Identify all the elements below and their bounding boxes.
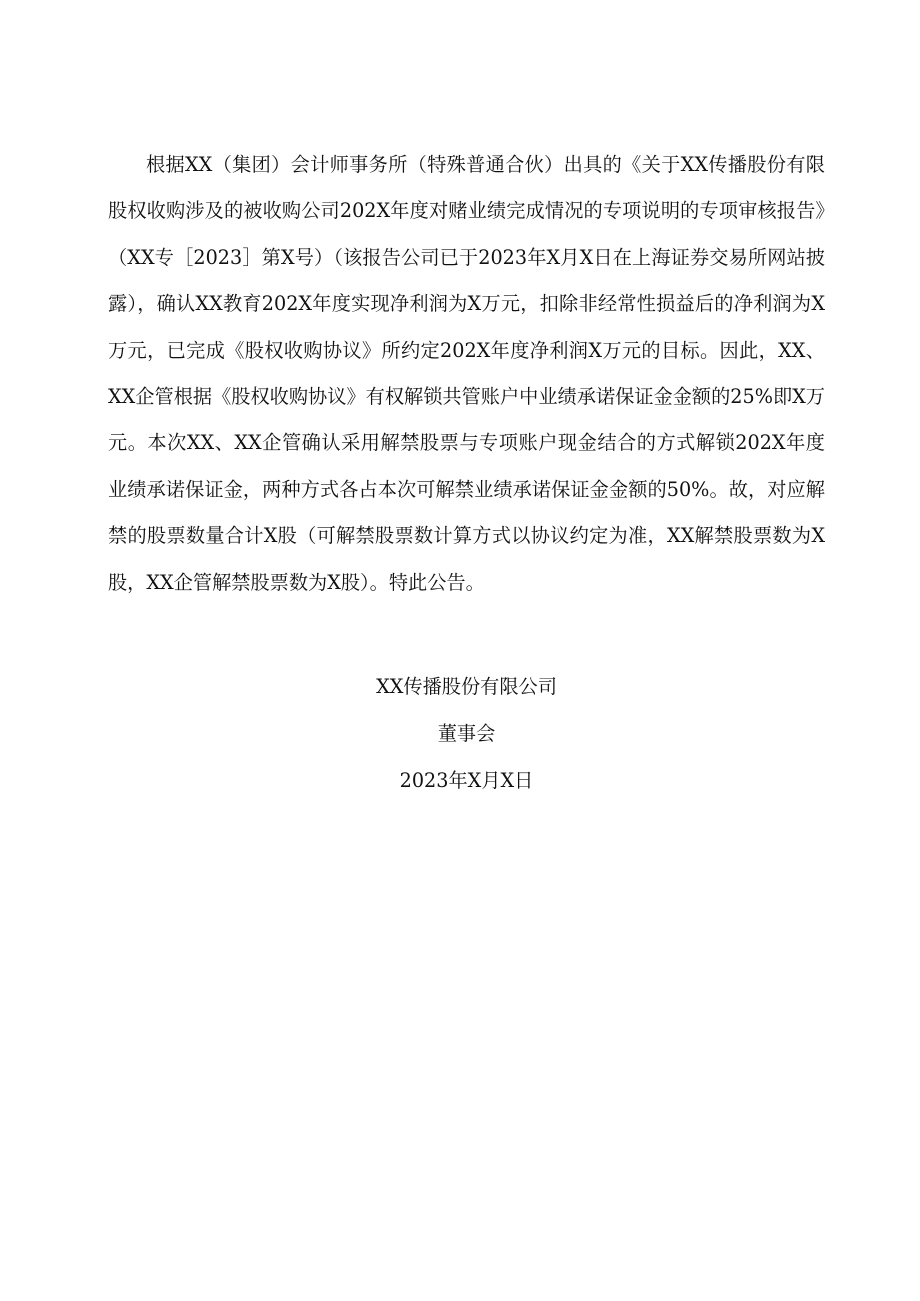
company-name: XX传播股份有限公司: [376, 675, 557, 698]
announcement-paragraph: 根据XX（集团）会计师事务所（特殊普通合伙）出具的《关于XX传播股份有限股权收购涉及的被收购公司202X年度对赌业绩完成情况的专项说明的专项审核报告》（XX专［2023］第X号）（该报告公司已于2023年X月X日在上海证券交易所网站披露），确认XX教育202X年度实现净利润为X万元，扣除非经常性损益后的净利润为X万元，已完成《股权收购协议》所约定202X年度净利润X万元的目标。因此，XX、XX企管根据《股权收购协议》有权解锁共管账户中业绩承诺保证金金额的25%即X万元。本次XX、XX企管确认采用解禁股票与专项账户现金结合的方式解锁202X年度业绩承诺保证金，两种方式各占本次可解禁业绩承诺保证金金额的50%。故，对应解禁的股票数量合计X股（可解禁股票数计算方式以协议约定为准，XX解禁股票数为X股，XX企管解禁股票数为X股）。特此公告。: [108, 153, 825, 594]
board-signature: 董事会: [437, 722, 496, 745]
announcement-date: 2023年X月X日: [399, 769, 534, 792]
